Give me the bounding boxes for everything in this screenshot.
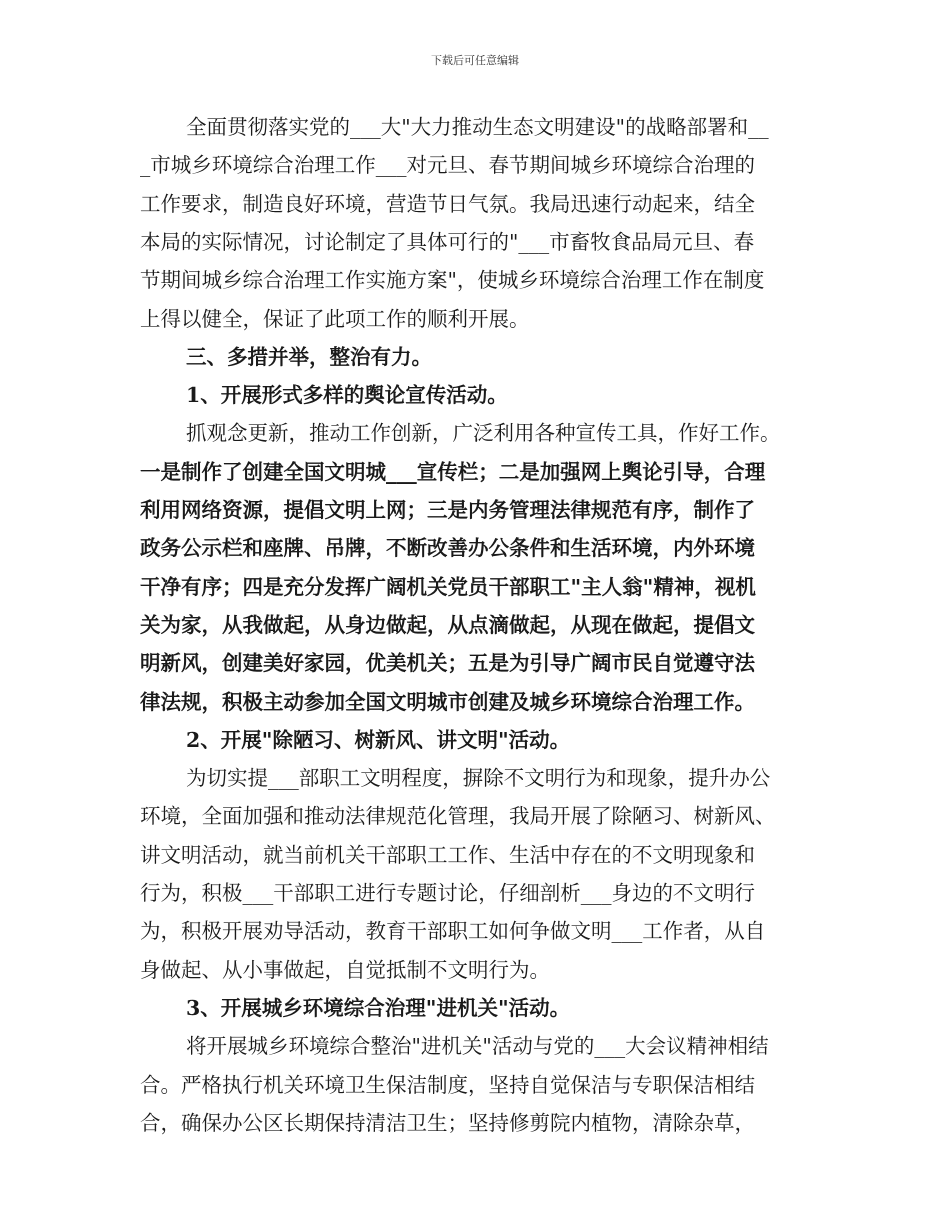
text-line: 上得以健全，保证了此项工作的顺利开展。 [140,306,530,331]
text-line: 身做起、从小事做起，自觉抵制不文明行为。 [140,957,550,982]
text-line: 全面贯彻落实党的___大"大力推动生态文明建设"的战略部署和__ [186,115,769,139]
text-line: 工作要求，制造良好环境，营造节日气氛。我局迅速行动起来，结全 [140,191,755,216]
bold-text-line: 干净有序；四是充分发挥广阔机关党员干部职工"主人翁"精神，视机 [140,574,756,599]
bold-text-line: 律法规，积极主动参加全国文明城市创建及城乡环境综合治理工作。 [140,689,755,714]
bold-text-line: 利用网络资源，提倡文明上网；三是内务管理法律规范有序，制作了 [140,498,755,522]
text-line: 为切实提___部职工文明程度，摒除不文明行为和现象，提升办公 [186,766,771,791]
text-line: 行为，积极___干部职工进行专题讨论，仔细剖析___身边的不文明行 [140,881,755,905]
bold-text-line: 三、多措并举，整治有力。 [186,344,432,369]
bold-text-line: 政务公示栏和座牌、吊牌，不断改善办公条件和生活环境，内外环境 [140,536,755,561]
bold-text-line: 3、开展城乡环境综合治理"进机关"活动。 [186,995,571,1020]
text-line: 抓观念更新，推动工作创新，广泛利用各种宣传工具，作好工作。 [186,421,781,446]
text-line: 将开展城乡环境综合整治"进机关"活动与党的___大会议精神相结 [186,1034,769,1059]
text-line: 本局的实际情况，讨论制定了具体可行的"___市畜牧食品局元旦、春 [140,229,755,254]
text-line: 合。严格执行机关环境卫生保洁制度，坚持自觉保洁与专职保洁相结 [140,1072,755,1097]
bold-text-line: 关为家，从我做起，从身边做起，从点滴做起，从现在做起，提倡文 [140,612,755,637]
bold-text-line: 一是制作了创建全国文明城___宣传栏；二是加强网上舆论引导，合理 [140,459,766,484]
text-line: _市城乡环境综合治理工作___对元旦、春节期间城乡环境综合治理的 [140,153,755,178]
bold-text-line: 1、开展形式多样的舆论宣传活动。 [186,383,508,408]
text-line: 环境，全面加强和推动法律规范化管理，我局开展了除陋习、树新风、 [140,804,776,829]
page-header: 下载后可任意编辑 [431,54,519,67]
bold-text-line: 2、开展"除陋习、树新风、讲文明"活动。 [186,727,571,752]
text-line: 节期间城乡综合治理工作实施方案"，使城乡环境综合治理工作在制度 [140,268,765,293]
text-line: 讲文明活动，就当前机关干部职工工作、生活中存在的不文明现象和 [140,842,755,867]
text-line: 为，积极开展劝导活动，教育干部职工如何争做文明___工作者，从自 [140,919,766,944]
bold-text-line: 明新风，创建美好家园，优美机关；五是为引导广阔市民自觉遵守法 [140,651,755,676]
text-line: 合，确保办公区长期保持清洁卫生；坚持修剪院内植物，清除杂草， [140,1110,755,1135]
